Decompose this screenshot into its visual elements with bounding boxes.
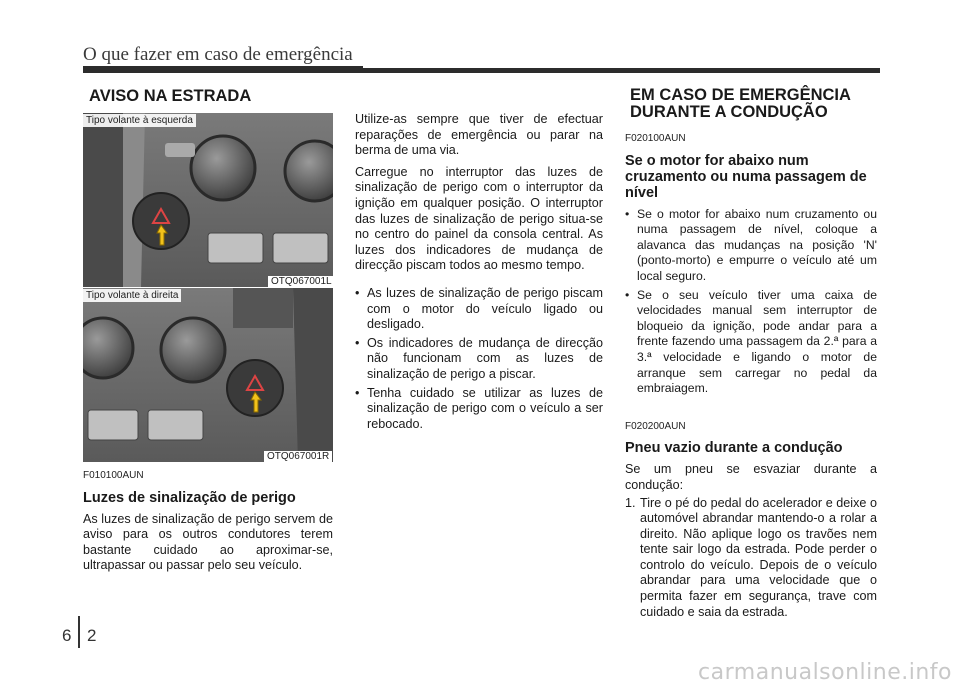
header-rule <box>83 68 880 73</box>
page-number-divider <box>78 616 80 648</box>
switch-paragraph: Carregue no interruptor das luzes de sinalização de perigo com o interruptor da ignição em qualquer posição. O interruptor das luzes de sinalização de perigo situa-se no centro do painel da consola central. As luzes dos indicadores de mudança de direcção piscam todos ao mesmo tempo. <box>355 164 603 273</box>
stall-list <box>625 207 877 397</box>
page-header-title: O que fazer em caso de emergência <box>83 44 353 65</box>
hazard-intro-paragraph: As luzes de sinalização de perigo servem de aviso para os outros condutores terem bastante cuidado ao aproximar-se, ultrapassar ou passar pelo seu veículo. <box>83 511 333 573</box>
section-heading-flat-tire: Pneu vazio durante a condução <box>625 440 843 457</box>
list-item: • Tenha cuidado se utilizar as luzes de sinalização de perigo com o veículo a ser rebocado. <box>355 386 603 433</box>
banner-title-line1: EM CASO DE EMERGÊNCIA <box>630 86 851 104</box>
hazard-notes-list <box>355 286 603 432</box>
left-column-text <box>83 468 333 580</box>
figure-code-right: OTQ067001R <box>264 451 332 462</box>
section-code: F020200AUN <box>625 420 686 432</box>
list-item: • Se o seu veículo tiver uma caixa de velocidades manual sem interruptor de bloqueio da ignição, pode andar para a frente fazendo uma passagem da 2.ª para a 3.ª velocidade e ligando o motor de arranque sem carregar no pedal da embraiagem. <box>625 288 877 397</box>
list-item: • Se o motor for abaixo num cruzamento ou numa passagem de nível, coloque a alavanca das mudanças na posição 'N' (ponto-morto) e empurre o veículo até um local seguro. <box>625 207 877 285</box>
list-item <box>625 496 877 621</box>
figure-left-hand-drive <box>83 113 333 287</box>
section-heading-hazard-lights: Luzes de sinalização de perigo <box>83 489 296 506</box>
usage-paragraph: Utilize-as sempre que tiver de efectuar reparações de emergência ou parar na berma de uma via. <box>355 112 603 158</box>
list-item: • Os indicadores de mudança de direcção não funcionam com as luzes de sinalização de perigo a piscar. <box>355 336 603 383</box>
right-column-text <box>625 131 877 620</box>
watermark: carmanualsonline.info <box>698 660 952 685</box>
list-item: • As luzes de sinalização de perigo piscam com o motor do veículo ligado ou desligado. <box>355 286 603 333</box>
figure-code-left: OTQ067001L <box>268 276 335 287</box>
hazard-switch-illustration-rhd <box>83 288 333 462</box>
page-number: 2 <box>87 626 97 645</box>
hazard-switch-illustration <box>83 113 333 287</box>
section-heading-stall: Se o motor for abaixo num cruzamento ou numa passagem de nível <box>625 152 867 201</box>
banner-title: AVISO NA ESTRADA <box>89 87 252 105</box>
chapter-number: 6 <box>62 626 72 645</box>
figure-right-hand-drive <box>83 288 333 462</box>
section-code: F010100AUN <box>83 470 144 481</box>
item-number: 1. <box>625 495 636 510</box>
figure-label-left: Tipo volante à esquerda <box>83 114 196 127</box>
banner-title-line2: DURANTE A CONDUÇÃO <box>630 103 828 121</box>
item-text: Tire o pé do pedal do acelerador e deixe o automóvel abrandar mantendo-o a rolar a direito. Não aplique logo os travões nem tente sair logo da estrada. Pode perder o controlo do veículo. Depois de o veículo abrandar para uma velocidade que o permita fazer em segurança, trave com cuidado e saia da estrada. <box>640 495 877 619</box>
section-banner-emergency-driving <box>625 84 877 128</box>
figure-label-right: Tipo volante à direita <box>83 289 181 302</box>
flat-tire-intro: Se um pneu se esvaziar durante a condução: <box>625 462 877 492</box>
section-code: F020100AUN <box>625 133 686 144</box>
middle-column-text <box>355 112 603 435</box>
